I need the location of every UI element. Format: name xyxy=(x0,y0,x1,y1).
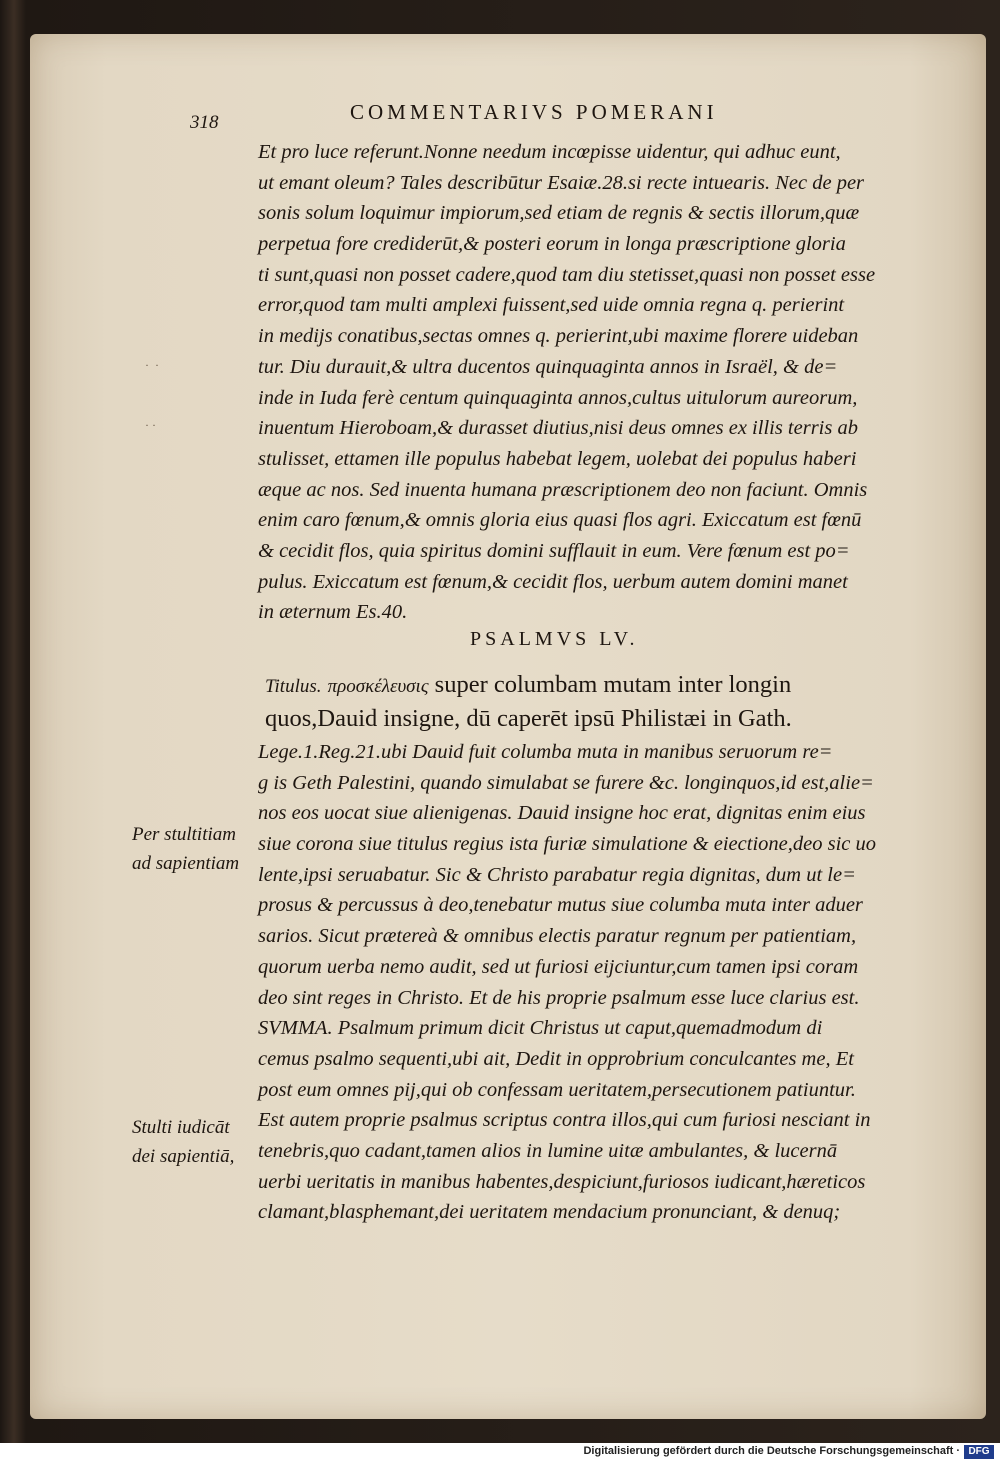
text-line: tenebris,quo cadant,tamen alios in lumine uitæ ambulantes, & lucernā xyxy=(258,1139,838,1162)
marginal-note-2-line-1: Stulti iudicāt xyxy=(132,1117,230,1138)
text-line: ut emant oleum? Tales describūtur Esaiæ.28.si recte intuearis. Nec de per xyxy=(258,171,865,194)
text-line: post eum omnes pij,qui ob confessam ueritatem,persecutionem patiuntur. xyxy=(258,1078,856,1101)
text-line: Lege.1.Reg.21.ubi Dauid fuit columba muta in manibus seruorum re= xyxy=(258,741,833,763)
text-line: SVMMA. Psalmum primum dicit Christus ut caput,quemadmodum di xyxy=(258,1017,823,1040)
marginal-note-2-line-2: dei sapientiā, xyxy=(132,1146,235,1167)
titulus-line-1: super columbam mutam inter longin xyxy=(434,671,792,698)
text-line: & cecidit flos, quia spiritus domini sufflauit in eum. Vere fœnum est po= xyxy=(258,539,850,562)
text-line: in æternum Es.40. xyxy=(258,601,408,624)
text-line: sarios. Sicut prætereà & omnibus electis paratur regnum per patientiam, xyxy=(258,925,857,948)
titulus-line-2: quos,Dauid insigne, dū caperēt ipsū Philistæi in Gath. xyxy=(265,705,792,732)
dfg-logo: DFG xyxy=(964,1445,994,1459)
text-line: Est autem proprie psalmus scriptus contra illos,qui cum furiosi nesciant in xyxy=(258,1109,871,1132)
psalm-titulus xyxy=(265,668,965,736)
psalm-heading: PSALMVS LV. xyxy=(470,628,639,650)
text-line: in medijs conatibus,sectas omnes q. perierint,ubi maxime florere uideban xyxy=(258,325,859,348)
page-number: 318 xyxy=(190,112,219,133)
body-text-top xyxy=(258,137,958,628)
text-line: inuentum Hieroboam,& durasset diutius,nisi deus omnes ex illis terris ab xyxy=(258,417,858,440)
text-line: quorum uerba nemo audit, sed ut furiosi eijciuntur,cum tamen ipsi coram xyxy=(258,955,859,978)
text-line: deo sint reges in Christo. Et de his proprie psalmum esse luce clarius est. xyxy=(258,986,860,1009)
marginal-note-2 xyxy=(132,1113,234,1171)
text-line: cemus psalmo sequenti,ubi ait, Dedit in opprobrium conculcantes me, Et xyxy=(258,1047,854,1070)
text-line: stulisset, ettamen ille populus habebat legem, uolebat dei populus haberi xyxy=(258,447,857,470)
text-line: enim caro fœnum,& omnis gloria eius quasi flos agri. Exiccatum est fœnū xyxy=(258,509,862,532)
marginal-note-1 xyxy=(132,820,239,878)
titulus-label: Titulus. xyxy=(265,676,322,697)
text-line: prosus & percussus à deo,tenebatur mutus siue columba muta inter aduer xyxy=(258,894,863,917)
text-line: siue corona siue titulus regius ista furiæ simulatione & eiectione,deo sic uo xyxy=(258,833,876,856)
text-line: tur. Diu durauit,& ultra ducentos quinquaginta annos in Israël, & de= xyxy=(258,355,838,378)
text-line: perpetua fore crediderūt,& posteri eorum in longa præscriptione gloria xyxy=(258,233,846,256)
marginal-note-1-line-1: Per stultitiam xyxy=(132,824,236,845)
margin-specks: · · · · xyxy=(145,358,159,432)
digitization-credit: Digitalisierung gefördert durch die Deutsche Forschungsgemeinschaft · xyxy=(583,1445,960,1457)
text-line: g is Geth Palestini, quando simulabat se furere &c. longinquos,id est,alie= xyxy=(258,771,874,794)
text-line: inde in Iuda ferè centum quinquaginta annos,cultus uitulorum aureorum, xyxy=(258,386,858,409)
text-line: lente,ipsi seruabatur. Sic & Christo parabatur regia dignitas, dum ut le= xyxy=(258,863,856,886)
text-line: clamant,blasphemant,dei ueritatem mendacium pronunciant, & denuq; xyxy=(258,1201,841,1224)
text-line: uerbi ueritatis in manibus habentes,despiciunt,furiosos iudicant,hæreticos xyxy=(258,1170,866,1193)
text-line: Et pro luce referunt.Nonne needum incœpisse uidentur, qui adhuc eunt, xyxy=(258,141,841,163)
body-text-bottom xyxy=(258,737,958,1228)
marginal-note-1-line-2: ad sapientiam xyxy=(132,853,240,874)
text-line: pulus. Exiccatum est fœnum,& cecidit flos, uerbum autem domini manet xyxy=(258,570,848,593)
text-line: error,quod tam multi amplexi fuissent,sed uide omnia regna q. perierint xyxy=(258,294,845,317)
text-line: ti sunt,quasi non posset cadere,quod tam diu stetisset,quasi non posset esse xyxy=(258,263,876,286)
text-line: nos eos uocat siue alienigenas. Dauid insigne hoc erat, dignitas enim eius xyxy=(258,802,866,825)
text-line: æque ac nos. Sed inuenta humana præscriptionem deo non faciunt. Omnis xyxy=(258,478,868,501)
text-line: sonis solum loquimur impiorum,sed etiam de regnis & sectis illorum,quæ xyxy=(258,202,860,225)
running-head: COMMENTARIVS POMERANI xyxy=(350,100,718,124)
titulus-greek: προσκέλευσις xyxy=(327,676,429,697)
